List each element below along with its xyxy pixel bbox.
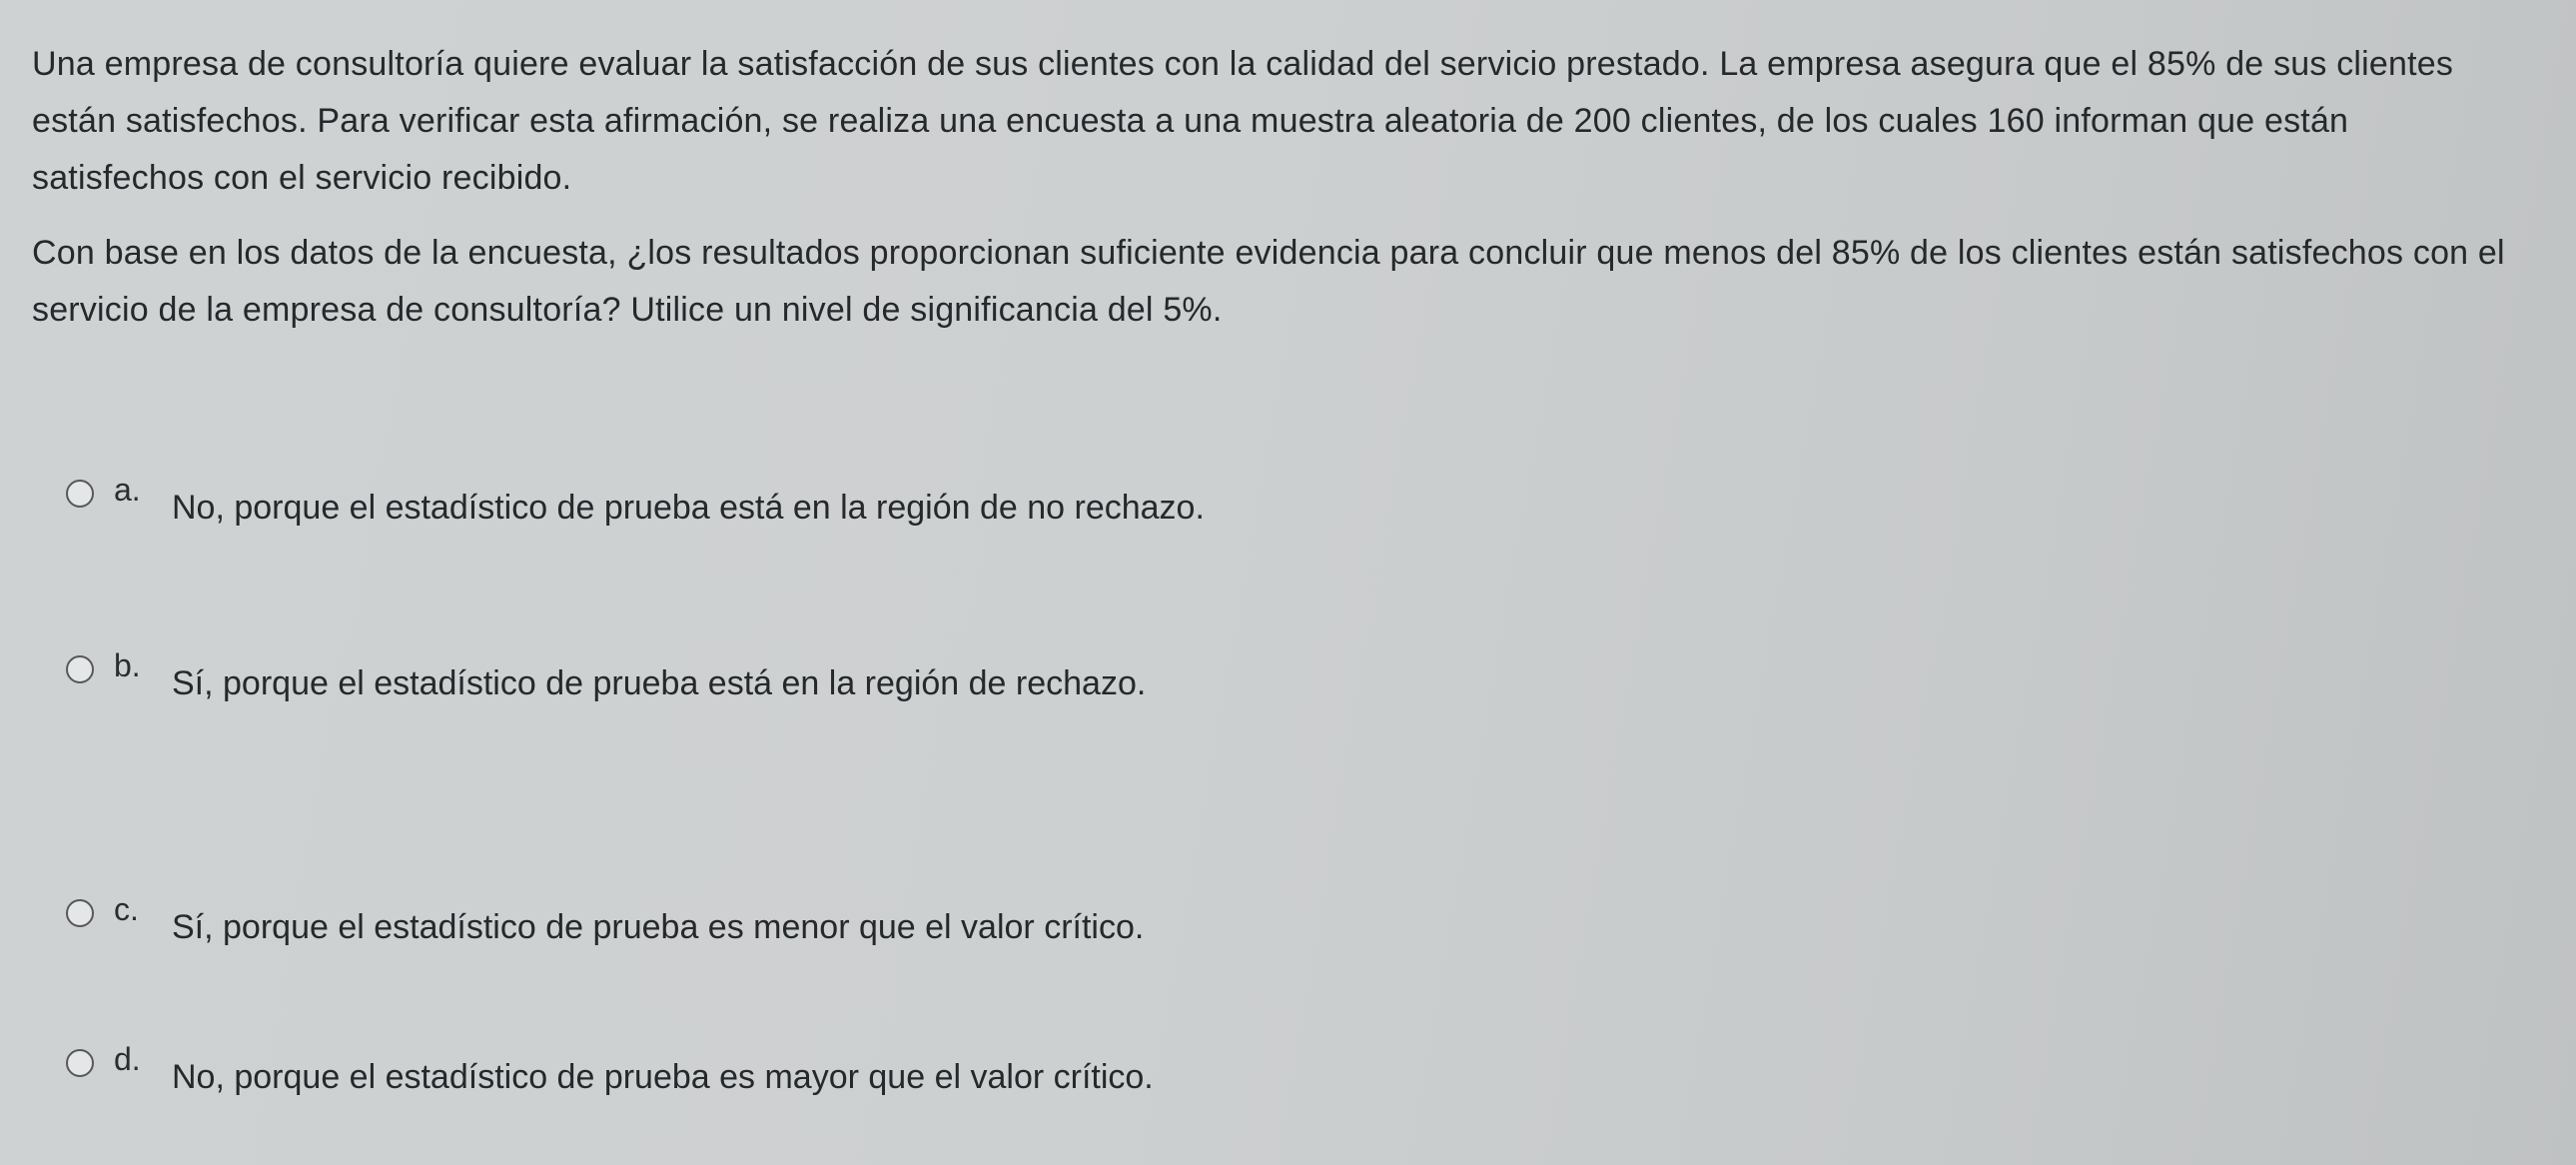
- option-c[interactable]: [60, 889, 1458, 959]
- option-b[interactable]: [60, 645, 1458, 715]
- option-label: No, porque el estadístico de prueba es mayor que el valor crítico.: [172, 1058, 1154, 1096]
- option-label: Sí, porque el estadístico de prueba está en la región de rechazo.: [172, 664, 1147, 702]
- question-paragraph-2: Con base en los datos de la encuesta, ¿los resultados proporcionan suficiente evidencia para concluir que menos del 85% de los clientes están satisfechos con el servicio de la empresa de consultoría? Utilice un nivel de significancia del 5%.: [32, 234, 2505, 329]
- option-label: No, porque el estadístico de prueba está en la región de no rechazo.: [172, 489, 1205, 527]
- option-label: Sí, porque el estadístico de prueba es menor que el valor crítico.: [172, 908, 1145, 946]
- radio-circle-icon[interactable]: [66, 1049, 94, 1077]
- option-letter: b.: [114, 647, 141, 683]
- radio-circle-icon[interactable]: [66, 655, 94, 683]
- option-d[interactable]: [60, 1039, 1458, 1109]
- option-letter: d.: [114, 1041, 141, 1077]
- option-letter: c.: [114, 891, 139, 927]
- question-text: [32, 36, 2529, 339]
- option-letter: a.: [114, 472, 141, 508]
- question-paragraph-1: Una empresa de consultoría quiere evaluar la satisfacción de sus clientes con la calidad del servicio prestado. La empresa asegura que el 85% de sus clientes están satisfechos. Para verificar esta afirmación, se realiza una encuesta a una muestra aleatoria de 200 clientes, de los cuales 160 informan que están satisfechos con el servicio recibido.: [32, 45, 2454, 197]
- option-a[interactable]: [60, 470, 1458, 540]
- radio-circle-icon[interactable]: [66, 899, 94, 927]
- radio-circle-icon[interactable]: [66, 480, 94, 508]
